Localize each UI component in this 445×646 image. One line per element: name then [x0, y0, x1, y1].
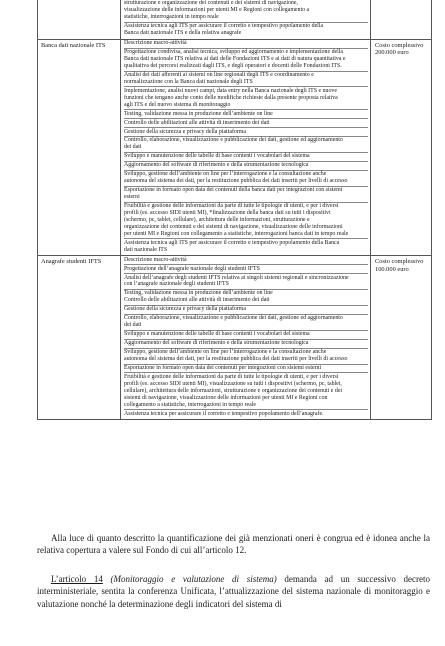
text-line: sistemi di navigazione, visualizzazione delle informazioni per utenti MI e Regioni con	[124, 394, 328, 401]
table-row-continuation	[38, 0, 431, 40]
text-line: Sviluppo, gestione dell’ambiente on line per l’interrogazione e la consultazione anche	[124, 171, 327, 178]
text-line: Progettazione condivisa, analisi tecnica, sviluppo ed aggiornamento e implementazione della	[124, 49, 344, 56]
text-line: (schermo, pc, tablet, cellulare), architettura delle informazioni, strutturazione e	[124, 216, 310, 223]
activity-item	[124, 187, 368, 203]
cost-cell	[370, 0, 431, 39]
text-line: autonoma del sistema dei dati, per la restituzione pubblica dei dati inseriti per livelli di accesso	[124, 178, 348, 185]
activity-item	[124, 274, 368, 290]
text-line: autonoma del sistema dei dati, per la restituzione pubblica dei dati inseriti per livelli di accesso	[124, 355, 348, 362]
article-title: (Monitoraggio e valutazione di sistema)	[110, 574, 277, 584]
cost-cell	[370, 40, 431, 256]
text-line: per utenti MI e Regioni con collegamento a statistiche, interrogazioni banca dati in tempo reale	[124, 230, 349, 237]
activity-item	[124, 410, 368, 418]
table-row-banca-dati	[38, 40, 431, 257]
conclusion-paragraph: Alla luce di quanto descritto la quantificazione dei già menzionati oneri è congrua ed è idonea anche la relativa copertura a valere sul Fondo di cui all’articolo 12.	[37, 533, 430, 556]
activity-item	[124, 373, 368, 410]
text-line: Assistenza tecnica agli ITS per assicurare il corretto e tempestivo popolamento della	[124, 23, 324, 30]
activity-item	[124, 290, 368, 306]
cost-cell	[370, 256, 431, 419]
activities-cost-table	[37, 0, 432, 420]
activity-item	[124, 203, 368, 240]
text-line: Controllo, elaborazione, visualizzazione e pubblicazione dei dati, gestione ed aggiornamento	[124, 137, 343, 144]
text-line: dei dati	[124, 322, 142, 329]
cost-label: Costo complessivo 200.000 euro	[375, 41, 424, 57]
text-line: Aggiornamento del software di riferimento e della strumentazione tecnologica	[124, 162, 309, 169]
activity-item	[124, 49, 368, 72]
label-cell	[38, 256, 121, 419]
activity-item	[124, 265, 368, 274]
row-label: Anagrafe studenti IFTS	[41, 258, 102, 266]
text-line: Assistenza tecnica per assicurare il corretto e tempestivo popolamento dell’anagrafe.	[124, 410, 324, 417]
text-line: Aggiornamento del software di riferimento e della strumentazione tecnologica	[124, 340, 309, 347]
text-line: dati nazionale ITS	[124, 246, 168, 253]
text-line: Testing, validazione messa in produzione dell’ambiente on line	[124, 290, 273, 297]
table-row-anagrafe-ifts	[38, 256, 431, 420]
activity-item	[124, 128, 368, 137]
text-line: Sviluppo e manutenzione delle tabelle di base contenti i vocabolari del sistema	[124, 331, 310, 338]
text-line: Controllo, elaborazione, visualizzazione e pubblicazione dei dati, gestione ed aggiornamento	[124, 315, 343, 322]
cost-label: Costo complessivo 100.000 euro	[375, 258, 424, 273]
text-line: Descrizione macro-attività	[124, 40, 187, 47]
activities-cell	[121, 40, 370, 256]
activity-item	[124, 119, 368, 128]
text-line: Analisi dell’anagrafe degli studenti IFTS relativa ai singoli sistemi regionali e sincronizzazione	[124, 274, 349, 281]
activity-item	[124, 331, 368, 340]
activity-item	[124, 349, 368, 365]
text-line: Descrizione macro-attività	[124, 256, 187, 263]
text-line: Esportazione in formato open data dei contenuti della banca dati per integrazioni con sistemi	[124, 187, 343, 194]
activities-cell	[121, 256, 370, 419]
text-line: cellulare), architettura delle informazioni, strutturazione e organizzazione dei contenuti e dei	[124, 387, 343, 394]
activity-item	[124, 340, 368, 349]
text-line: agli ITS e del nuovo sistema di monitoraggio	[124, 101, 231, 108]
text-line: Fruibilità e gestione delle informazioni da parte di tutte le tipologie di utenti, e per i diversi	[124, 203, 339, 209]
article-body: demanda ad un successivo decreto interministeriale, sentita la conferenza Unificata, l’attualizzazione del sistema nazionale di monitoraggio e valutazione nonché la determinazione degli indicatori del sistema di	[37, 574, 431, 609]
activity-item	[124, 110, 368, 119]
text-line: Esportazione in formato open data dei contenuti per integrazioni con sistemi esterni	[124, 364, 322, 371]
activity-item	[124, 162, 368, 171]
text-line: Testing, validazione messa in produzione dell’ambiente on line	[124, 110, 273, 117]
label-cell	[38, 0, 121, 39]
text-line: profili (es. accesso SIDI utenti MI), visualizzazione su tutti i dispositivi (schermo, pc, tablet,	[124, 380, 342, 387]
text-line: normalizzazione con la Banca dati nazionale degli ITS	[124, 78, 253, 85]
text-line: organizzazione dei contenuti e dei sistemi di navigazione, visualizzazione delle informazioni	[124, 223, 343, 230]
activity-item	[124, 315, 368, 331]
text-line: Sviluppo, gestione dell’ambiente on line per l’interrogazione e la consultazione anche	[124, 349, 327, 355]
activity-item	[124, 306, 368, 315]
text-line: Controllo delle abilitazioni alle attività di inserimento dei dati	[124, 297, 270, 304]
text-line: Banca dati nazionale ITS e della relativa anagrafe	[124, 30, 242, 37]
activity-item	[124, 0, 368, 23]
text-line: Controllo delle abilitazioni alle attività di inserimento dei dati	[124, 119, 270, 126]
text-line: funzioni che tengano anche conto delle modifiche richieste dalla presente proposta relativa	[124, 94, 338, 101]
activity-item	[124, 87, 368, 110]
text-line: Fruibilità e gestione delle informazioni da parte di tutte le tipologie di utenti, e per i diversi	[124, 373, 339, 380]
row-label: Banca dati nazionale ITS	[41, 41, 106, 49]
text-line: Progettazione dell’anagrafe nazionale degli studenti IFTS	[124, 265, 260, 272]
text-line: Implementazione, analisi nuovi campi, data entry nella Banca nazionale degli ITS e nuove	[124, 87, 337, 94]
text-line: collegamento a statistiche, interrogazioni in tempo reale	[124, 401, 256, 408]
text-line: esterni	[124, 194, 140, 201]
text-line: Banca dati nazionale ITS relativa ai dati delle Fondazioni ITS e ai dati di natura quantitativa e	[124, 56, 346, 63]
text-line: Gestione della sicurezza e privacy della piattaforma	[124, 306, 247, 313]
text-line: strutturazione e organizzazione dei contenuti e dei sistemi di navigazione,	[124, 0, 298, 7]
activity-item	[124, 365, 368, 374]
text-line: Assistenza tecnica agli ITS per assicurare il corretto e tempestivo popolamento della Banca	[124, 239, 340, 246]
activity-item	[124, 137, 368, 153]
text-line: profili (es. accesso SIDI utenti MI), *finalizzazione della banca dati su tutti i dispositivi	[124, 209, 331, 216]
text-line: visualizzazione delle informazioni per utenti MI e Regioni con collegamento a	[124, 7, 310, 14]
text-line: qualitativa dei percorsi realizzati dagli ITS, e degli operatori e docenti delle Fondazioni ITS.	[124, 62, 342, 69]
activity-item	[124, 40, 368, 49]
text-line: con l’anagrafe nazionale degli studenti IFTS	[124, 281, 229, 288]
activities-cell	[121, 0, 370, 39]
label-cell	[38, 40, 121, 256]
activity-item	[124, 72, 368, 88]
article-14-paragraph	[37, 573, 430, 610]
text-line: dei dati	[124, 144, 142, 151]
article-reference: L’articolo 14	[51, 574, 103, 584]
activity-item	[124, 171, 368, 187]
activity-item	[124, 256, 368, 265]
text-line: statistiche, interrogazioni in tempo reale	[124, 14, 219, 21]
text-line: Sviluppo e manutenzione delle tabelle di base contenti i vocabolari del sistema	[124, 153, 310, 160]
text-line: Gestione della sicurezza e privacy della piattaforma	[124, 128, 247, 135]
activity-item	[124, 23, 368, 38]
text-line: Analisi dei dati afferenti ai sistemi on line regionali degli ITS e coordinamento e	[124, 71, 314, 78]
activity-item	[124, 239, 368, 254]
activity-item	[124, 153, 368, 162]
